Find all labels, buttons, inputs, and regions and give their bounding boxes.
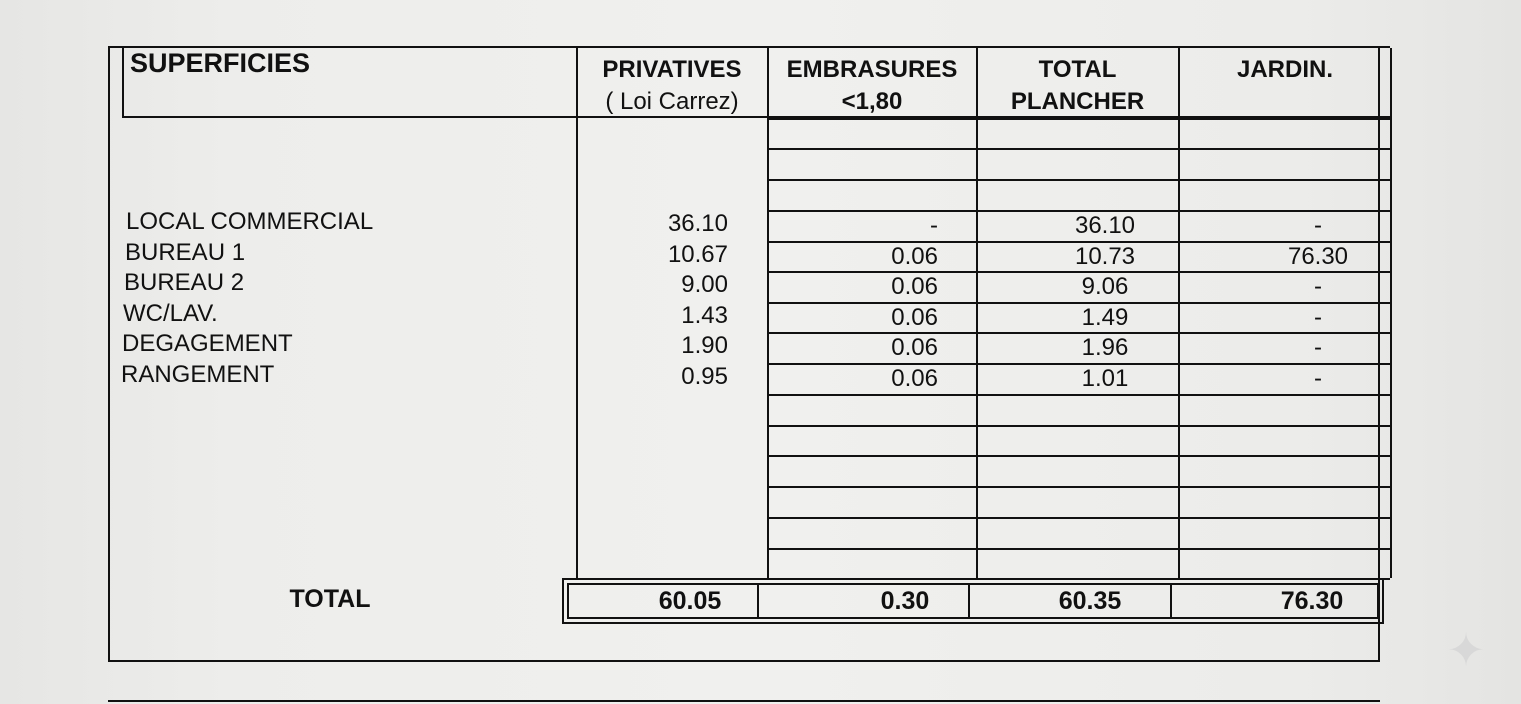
row-total-plancher: 1.49	[1081, 304, 1129, 331]
header-left-line	[122, 46, 124, 118]
header-jardin: JARDIN.	[1236, 56, 1333, 83]
row-total-plancher: 1.96	[1081, 334, 1129, 361]
header-embrasures	[769, 54, 975, 118]
row-embrasures: 0.06	[891, 243, 938, 270]
header-privatives-sub: ( Loi Carrez)	[605, 88, 739, 115]
header-total	[978, 54, 1177, 118]
next-table-top-line	[108, 700, 1380, 702]
total-privatives: 60.05	[658, 587, 722, 615]
row-jardin: -	[1314, 304, 1322, 331]
row-total-plancher: 9.06	[1081, 273, 1129, 300]
row-embrasures: -	[930, 212, 938, 239]
header-embrasures-sub: <1,80	[841, 88, 903, 115]
row-embrasures: 0.06	[891, 365, 938, 392]
row-privatives: 1.90	[681, 332, 728, 359]
col-sep-privatives	[576, 48, 578, 578]
header-total-label: TOTAL	[1038, 56, 1117, 83]
row-privatives: 36.10	[667, 210, 728, 237]
row-total-plancher: 1.01	[1081, 365, 1129, 392]
col-sep-embrasures	[767, 48, 769, 578]
row-embrasures: 0.06	[891, 273, 938, 300]
row-privatives: 0.95	[681, 363, 728, 390]
grid-line	[767, 425, 1390, 427]
row-label: DEGAGEMENT	[122, 330, 293, 357]
grid-line	[767, 517, 1390, 519]
row-privatives: 9.00	[681, 271, 728, 298]
row-total-plancher: 10.73	[1074, 243, 1136, 270]
header-embrasures-label: EMBRASURES	[786, 56, 958, 83]
row-total-plancher: 36.10	[1074, 212, 1136, 239]
row-label: BUREAU 1	[125, 239, 246, 266]
row-privatives: 10.67	[667, 241, 728, 268]
total-embrasures: 0.30	[880, 587, 930, 615]
header-top-line	[122, 46, 1390, 48]
grid-line	[767, 455, 1390, 457]
grid-line	[767, 148, 1390, 150]
header-privatives-label: PRIVATIVES	[602, 56, 742, 83]
grid-line	[767, 548, 1390, 550]
header-privatives	[578, 54, 766, 118]
row-label: RANGEMENT	[121, 361, 275, 388]
row-jardin: -	[1314, 365, 1322, 392]
total-plancher: 60.35	[1058, 587, 1122, 615]
grid-line	[767, 118, 1390, 120]
row-embrasures: 0.06	[891, 304, 938, 331]
sparkle-icon: ✦	[1446, 624, 1486, 676]
row-embrasures: 0.06	[891, 334, 938, 361]
row-jardin: -	[1314, 212, 1322, 239]
grid-line	[767, 394, 1390, 396]
row-privatives: 1.43	[681, 302, 728, 329]
grid-line	[767, 179, 1390, 181]
row-label: BUREAU 2	[124, 269, 245, 296]
header-superficies: SUPERFICIES	[130, 48, 311, 78]
row-label: LOCAL COMMERCIAL	[126, 208, 374, 235]
total-label: TOTAL	[289, 585, 371, 613]
header-total-sub: PLANCHER	[1010, 88, 1145, 115]
row-jardin: -	[1314, 273, 1322, 300]
total-jardin: 76.30	[1280, 587, 1344, 615]
row-jardin: -	[1314, 334, 1322, 361]
row-jardin: 76.30	[1287, 243, 1349, 270]
row-label: WC/LAV.	[123, 300, 218, 327]
col-sep-total	[976, 48, 978, 578]
grid-line	[767, 486, 1390, 488]
